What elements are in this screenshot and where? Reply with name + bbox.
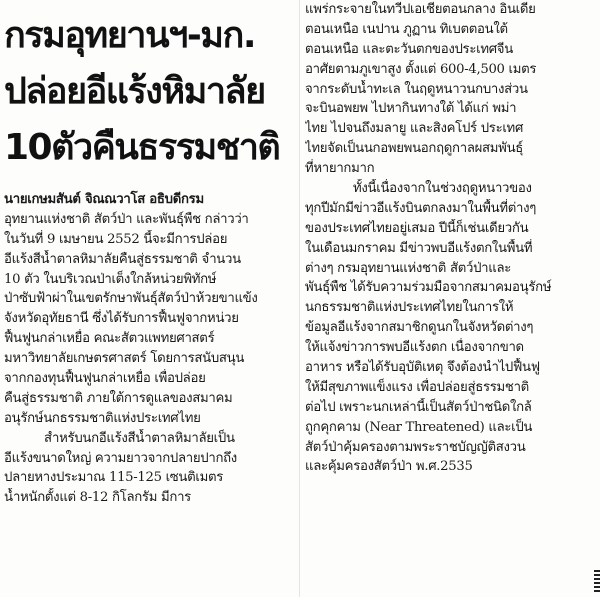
body-line: นกธรรมชาติแห่งประเทศไทยในการให้ (305, 300, 514, 316)
paragraph-start-line: ทั้งนี้เนื่องจากในช่วงฤดูหนาวของ (353, 181, 532, 197)
body-line: ในเดือนมกราคม มีข่าวพบอีแร้งตกในพื้นที่ (305, 240, 533, 256)
paragraph-start-line: สำหรับนกอีแร้งสีน้ำตาลหิมาลัยเป็น (44, 430, 235, 446)
body-line: ถูกคุกคาม (Near Threatened) และเป็น (305, 419, 533, 435)
body-line: ปลายหางประมาณ 115-125 เซนติเมตร (4, 470, 224, 486)
body-line: ให้แจ้งข่าวการพบอีแร้งตก เนื่องจากขาด (305, 340, 524, 356)
body-line: ในวันที่ 9 เมษายน 2552 นี้จะมีการปล่อย (4, 231, 228, 247)
body-line: อีแร้งสีน้ำตาลหิมาลัยคืนสู่ธรรมชาติ จำนวน (4, 251, 241, 267)
left-column (4, 8, 296, 508)
body-line: จังหวัดอุทัยธานี ซึ่งได้รับการฟื้นฟูจากหน่วย (4, 311, 239, 327)
body-line: ที่หายากมาก (305, 161, 375, 177)
body-line: อนุรักษ์นกธรรมชาติแห่งประเทศไทย (4, 410, 201, 426)
body-line: น้ำหนักตั้งแต่ 8-12 กิโลกรัม มีการ (4, 490, 191, 506)
headline-line-3: 10ตัวคืนธรรมชาติ (4, 127, 280, 168)
body-line: อาศัยตามภูเขาสูง ตั้งแต่ 600-4,500 เมตร (305, 61, 537, 77)
headline-line-2: ปล่อยอีแร้งหิมาลัย (4, 71, 265, 112)
body-line: และคุ้มครองสัตว์ป่า พ.ศ.2535 (305, 459, 473, 475)
body-line: ไทยจัดเป็นนกอพยพนอกฤดูกาลผสมพันธุ์ (305, 141, 524, 157)
body-line: อุทยานแห่งชาติ สัตว์ป่า และพันธุ์พืช กล่าวว่า (4, 211, 249, 227)
left-body-text (4, 190, 296, 508)
body-line: ป่าซับฟ้าผ่าในเขตรักษาพันธุ์สัตว์ป่าห้วยขาแข้ง (4, 291, 258, 307)
body-line: อาหาร หรือได้รับอุบัติเหตุ จึงต้องนำไปฟื้นฟู (305, 360, 540, 376)
body-line: ต่างๆ กรมอุทยานแห่งชาติ สัตว์ป่าและ (305, 260, 512, 276)
body-line: 10 ตัว ในบริเวณป่าเต็งใกล้หน่วยพิทักษ์ (4, 271, 217, 287)
byline-line: นายเกษมสันต์ จิณณวาโส อธิบดีกรม (4, 192, 204, 207)
body-line: แพร่กระจายในทวีปเอเชียตอนกลาง อินเดีย (305, 2, 536, 17)
headline (4, 8, 296, 176)
body-line: ไทย ไปจนถึงมลายู และสิงคโปร์ ประเทศ (305, 121, 524, 137)
body-line: ตอนเหนือ เนปาน ภูฏาน ทิเบตตอนใต้ (305, 21, 508, 37)
body-line: ข้อมูลอีแร้งจากสมาชิกดูนกในจังหวัดต่างๆ (305, 320, 534, 336)
body-line: ตอนเหนือ และตะวันตกของประเทศจีน (305, 41, 513, 57)
body-line: จะบินอพยพ ไปหากินทางใต้ ได้แก่ พม่า (305, 101, 517, 117)
body-line: ต่อไป เพราะนกเหล่านี้เป็นสัตว์ป่าชนิดใกล้ (305, 399, 532, 415)
right-column (305, 0, 594, 477)
scan-edge-mark (594, 570, 600, 592)
body-line: จากกองทุนฟื้นฟูนกล่าเหยื่อ เพื่อปล่อย (4, 371, 206, 387)
right-body-text (305, 0, 594, 477)
body-line: พันธุ์พืช ได้รับความร่วมมือจากสมาคมอนุรักษ์ (305, 280, 552, 296)
headline-line-1: กรมอุทยานฯ-มก. (4, 15, 255, 56)
body-line: สัตว์ป่าคุ้มครองตามพระราชบัญญัติสงวน (305, 439, 526, 455)
body-line: คืนสู่ธรรมชาติ ภายใต้การดูแลของสมาคม (4, 390, 233, 406)
body-line: ของประเทศไทยอยู่เสมอ ปีนี้ก็เช่นเดียวกัน (305, 220, 529, 236)
column-divider (299, 0, 300, 597)
body-line: ให้มีสุขภาพแข็งแรง เพื่อปล่อยสู่ธรรมชาติ (305, 379, 529, 395)
body-line: อีแร้งขนาดใหญ่ ความยาวจากปลายปากถึง (4, 450, 237, 466)
body-line: ฟื้นฟูนกล่าเหยื่อ คณะสัตวแพทยศาสตร์ (4, 331, 215, 347)
body-line: จากระดับน้ำทะเล ในฤดูหนาวนกบางส่วน (305, 81, 528, 97)
body-line: ทุกปีมักมีข่าวอีแร้งบินตกลงมาในพื้นที่ต่างๆ (305, 200, 537, 216)
body-line: มหาวิทยาลัยเกษตรศาสตร์ โดยการสนับสนุน (4, 351, 245, 367)
